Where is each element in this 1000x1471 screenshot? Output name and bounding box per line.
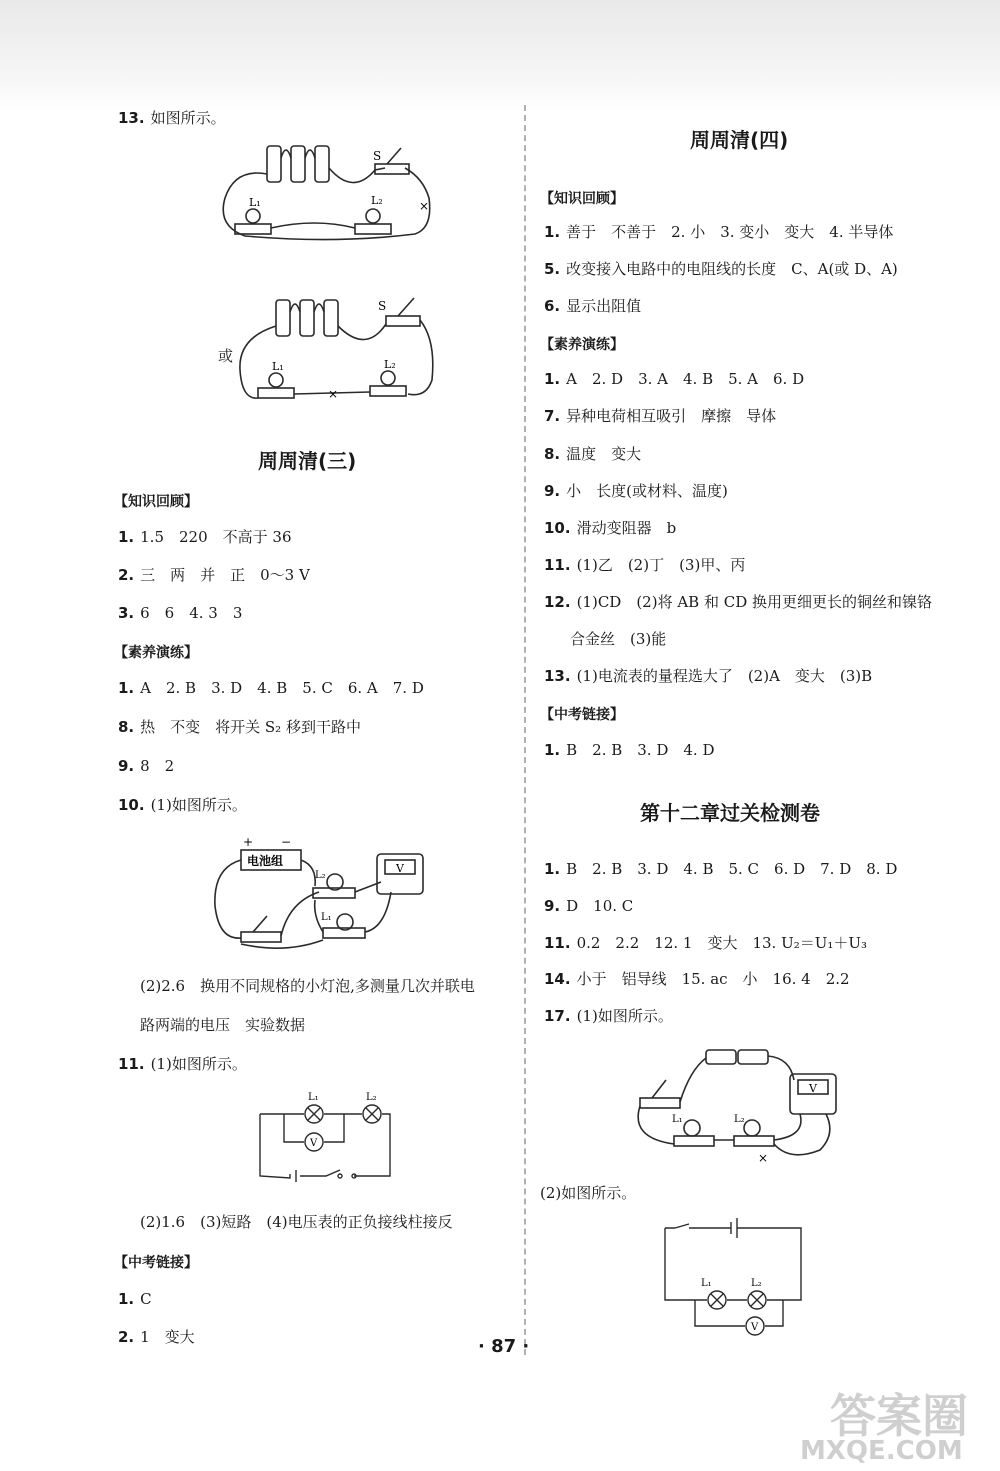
q17-circuit-diagram [655,1216,815,1341]
num: 1. [118,679,135,697]
text: 三 两 并 正 0～3 V [140,566,310,584]
left-recall-1 [118,527,291,547]
right-practice-10 [544,518,676,538]
text: (1)如图所示。 [150,796,247,814]
num: 1. [544,860,561,878]
chapter-q1 [544,859,897,879]
num: 2. [118,1328,135,1346]
right-practice-header: 【素养演练】 [540,337,624,353]
left-q11 [118,1054,247,1074]
chapter-q14 [544,969,850,989]
right-recall-5 [544,259,898,279]
fig11-voltmeter-v: V [310,1138,318,1149]
num: 10. [544,519,571,537]
text: D 10. C [566,897,634,915]
num: 11. [118,1055,145,1073]
num: 8. [118,718,135,736]
left-exam-2 [118,1327,195,1347]
fig13b-l2-label: L₂ [384,358,396,371]
right-practice-11 [544,555,745,575]
text: C [140,1290,152,1308]
q13-circuit-figure-1 [215,138,435,248]
fig10-plus: + [243,835,254,849]
left-exam-header: 【中考链接】 [114,1255,198,1271]
fig13-cross-mark: × [419,199,430,213]
text: 温度 变大 [566,445,642,463]
chapter-q17-2: (2)如图所示。 [540,1184,637,1202]
text: 1 变大 [140,1328,195,1346]
text: B 2. B 3. D 4. B 5. C 6. D 7. D 8. D [566,860,898,878]
num: 13. [544,667,571,685]
section4-title: 周周清(四) [690,128,789,152]
text: 异种电荷相互吸引 摩擦 导体 [566,407,777,425]
num: 9. [544,482,561,500]
text: 小 长度(或材料、温度) [566,482,728,500]
left-practice-header: 【素养演练】 [114,645,198,661]
text: 8 2 [140,757,175,775]
fig13-l1-label: L₁ [249,196,261,209]
left-exam-1 [118,1289,152,1309]
fig10-battery-label: 电池组 [247,854,284,868]
right-recall-1 [544,222,893,242]
or-label: 或 [218,347,234,365]
text: 小于 铝导线 15. ac 小 16. 4 2.2 [576,970,850,988]
num: 6. [544,297,561,315]
page-number: · 87 · [478,1336,530,1357]
fig17b-l2-label: L₂ [751,1278,762,1289]
num: 9. [544,897,561,915]
num: 1. [544,741,561,759]
fig11-l2-label: L₂ [366,1092,377,1103]
right-practice-8 [544,444,641,464]
text: (1)如图所示。 [150,1055,247,1073]
text: (1)乙 (2)丁 (3)甲、丙 [576,556,746,574]
left-q13-num: 13. [118,109,145,127]
right-practice-1 [544,369,804,389]
left-recall-header: 【知识回顾】 [114,494,198,510]
text: 6 6 4. 3 3 [140,604,243,622]
right-recall-6 [544,296,641,316]
fig13b-l1-label: L₁ [272,360,284,373]
text: 热 不变 将开关 S₂ 移到干路中 [140,718,361,736]
num: 14. [544,970,571,988]
text: B 2. B 3. D 4. D [566,741,715,759]
fig17-cross-mark: × [758,1151,769,1165]
text: (1)CD (2)将 AB 和 CD 换用更细更长的铜丝和镍铬 [576,593,933,611]
fig17b-l1-label: L₁ [701,1278,712,1289]
num: 9. [118,757,135,775]
text: 改变接入电路中的电阻线的长度 C、A(或 D、A) [566,260,898,278]
fig13b-s-label: S [378,299,387,313]
right-practice-13 [544,666,872,686]
fig17b-voltmeter-v: V [751,1322,759,1333]
num: 8. [544,445,561,463]
num: 11. [544,934,571,952]
text: A 2. D 3. A 4. B 5. A 6. D [566,370,805,388]
right-exam-header: 【中考链接】 [540,707,624,723]
num: 10. [118,796,145,814]
q11-circuit-diagram [250,1088,400,1188]
left-q10-2-b: 路两端的电压 实验数据 [140,1016,306,1034]
text: A 2. B 3. D 4. B 5. C 6. A 7. D [140,679,424,697]
fig17-voltmeter-v: V [809,1082,817,1095]
fig10-l1-label: L₁ [321,912,332,923]
text: 滑动变阻器 b [576,519,677,537]
fig11-l1-label: L₁ [308,1092,319,1103]
left-practice-1 [118,678,424,698]
left-q13-text: 如图所示。 [150,109,226,127]
left-q10-2-a: (2)2.6 换用不同规格的小灯泡,多测量几次并联电 [140,977,475,995]
fig10-voltmeter-v: V [396,862,404,875]
text: 1.5 220 不高于 36 [140,528,292,546]
fig13b-cross-mark: × [328,387,339,401]
watermark-brand: 答案圈 [830,1389,968,1443]
num: 11. [544,556,571,574]
text: (1)如图所示。 [576,1007,673,1025]
right-recall-header: 【知识回顾】 [540,191,624,207]
chapter-q11 [544,933,867,953]
q10-circuit-figure [205,832,445,957]
column-divider [524,105,526,1355]
num: 3. [118,604,135,622]
text: 显示出阻值 [566,297,642,315]
num: 1. [118,528,135,546]
text: 0.2 2.2 12. 1 变大 13. U₂＝U₁＋U₃ [576,934,868,952]
fig13-s-label: S [373,149,382,163]
text: (1)电流表的量程选大了 (2)A 变大 (3)B [576,667,873,685]
left-q13 [118,108,226,128]
watermark-site: MXQE.COM [800,1436,963,1466]
left-recall-3 [118,603,242,623]
scan-top-band [0,0,1000,110]
num: 1. [118,1290,135,1308]
num: 2. [118,566,135,584]
section3-title: 周周清(三) [258,449,357,473]
chapter-q9 [544,896,633,916]
fig10-l2-label: L₂ [315,870,326,881]
num: 12. [544,593,571,611]
num: 5. [544,260,561,278]
num: 7. [544,407,561,425]
num: 17. [544,1007,571,1025]
num: 1. [544,223,561,241]
left-recall-2 [118,565,310,585]
q17-circuit-figure [630,1040,845,1165]
left-practice-8 [118,717,361,737]
right-practice-12-cont: 合金丝 (3)能 [570,630,667,648]
fig17-l1-label: L₁ [672,1114,683,1125]
right-practice-7 [544,406,776,426]
right-practice-9 [544,481,728,501]
right-practice-12 [544,592,932,612]
num: 1. [544,370,561,388]
chapter-q17 [544,1006,673,1026]
chapter12-title: 第十二章过关检测卷 [640,801,820,825]
left-practice-10 [118,795,247,815]
right-exam-1 [544,740,714,760]
fig10-minus: − [281,835,292,849]
q13-circuit-figure-2 [236,290,441,420]
fig13-l2-label: L₂ [371,194,383,207]
fig17-l2-label: L₂ [734,1114,745,1125]
left-q11-2: (2)1.6 (3)短路 (4)电压表的正负接线柱接反 [140,1213,453,1231]
left-practice-9 [118,756,174,776]
text: 善于 不善于 2. 小 3. 变小 变大 4. 半导体 [566,223,894,241]
